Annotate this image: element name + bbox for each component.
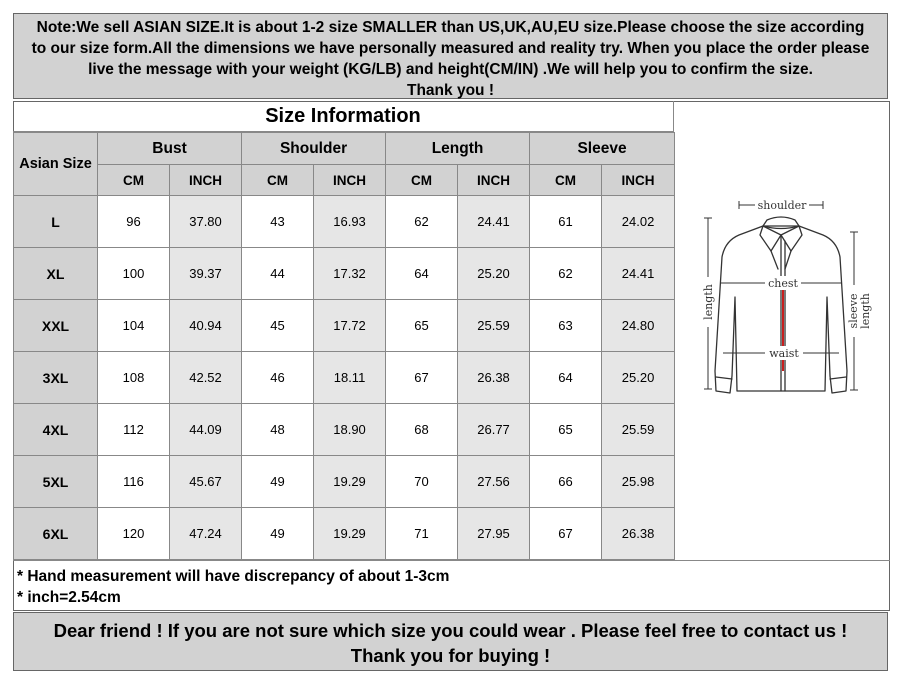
unit-header: CM [530,165,602,196]
chest-label: chest [768,277,798,290]
table-cell: 25.98 [602,456,675,508]
thank-you-message: Thank you for buying ! [350,645,551,666]
table-cell: 39.37 [170,248,242,300]
table-cell: 45.67 [170,456,242,508]
table-cell: 37.80 [170,196,242,248]
footnote-inch: * inch=2.54cm [17,589,121,606]
table-cell: 47.24 [170,508,242,560]
table-row [14,300,675,352]
table-cell: 104 [98,300,170,352]
table-cell: 43 [242,196,314,248]
table-cell: 26.38 [458,352,530,404]
thanks-banner [13,612,888,671]
table-row [14,248,675,300]
table-cell: 65 [530,404,602,456]
note-line-2: to our size form.All the dimensions we have personally measured and reality try. When you place the order please [31,40,870,57]
table-cell: 71 [386,508,458,560]
size-label: L [14,196,98,248]
waist-label: waist [769,347,799,360]
size-table [13,132,675,560]
table-cell: 25.59 [458,300,530,352]
table-cell: 66 [530,456,602,508]
sleeve-label: sleeve [847,293,860,329]
table-row [14,196,675,248]
shoulder-label: shoulder [757,199,807,212]
table-cell: 112 [98,404,170,456]
table-cell: 19.29 [314,508,386,560]
note-banner [13,13,888,99]
table-cell: 62 [530,248,602,300]
table-cell: 64 [386,248,458,300]
table-cell: 25.20 [458,248,530,300]
table-cell: 120 [98,508,170,560]
unit-header: INCH [458,165,530,196]
table-cell: 24.80 [602,300,675,352]
unit-header: CM [98,165,170,196]
table-row [14,508,675,560]
table-cell: 27.95 [458,508,530,560]
table-cell: 63 [530,300,602,352]
unit-header: CM [242,165,314,196]
table-cell: 46 [242,352,314,404]
size-label: 6XL [14,508,98,560]
table-cell: 24.41 [602,248,675,300]
shirt-measurement-icon [675,101,889,560]
note-line-1: Note:We sell ASIAN SIZE.It is about 1-2 size SMALLER than US,UK,AU,EU size.Please choose the size according [36,19,865,36]
table-cell: 61 [530,196,602,248]
unit-header: CM [386,165,458,196]
table-cell: 17.32 [314,248,386,300]
table-cell: 42.52 [170,352,242,404]
table-cell: 24.41 [458,196,530,248]
sleeve-header: Sleeve [530,133,675,165]
table-cell: 96 [98,196,170,248]
length-header: Length [386,133,530,165]
table-cell: 27.56 [458,456,530,508]
unit-header: INCH [602,165,675,196]
footnotes [13,560,890,611]
table-cell: 25.20 [602,352,675,404]
unit-header: INCH [314,165,386,196]
size-label: 4XL [14,404,98,456]
unit-header: INCH [170,165,242,196]
table-cell: 26.38 [602,508,675,560]
table-row [14,352,675,404]
table-cell: 116 [98,456,170,508]
table-cell: 48 [242,404,314,456]
table-cell: 18.11 [314,352,386,404]
table-cell: 16.93 [314,196,386,248]
table-cell: 19.29 [314,456,386,508]
table-cell: 64 [530,352,602,404]
table-cell: 24.02 [602,196,675,248]
size-rows [14,196,675,560]
table-cell: 18.90 [314,404,386,456]
size-table-title: Size Information [13,101,674,132]
table-cell: 49 [242,456,314,508]
table-cell: 67 [386,352,458,404]
length-label: length [702,284,715,320]
table-cell: 44 [242,248,314,300]
table-cell: 17.72 [314,300,386,352]
table-cell: 68 [386,404,458,456]
table-cell: 65 [386,300,458,352]
shirt-diagram [675,101,889,560]
table-cell: 25.59 [602,404,675,456]
size-label: XL [14,248,98,300]
bust-header: Bust [98,133,242,165]
table-cell: 100 [98,248,170,300]
table-cell: 49 [242,508,314,560]
table-cell: 40.94 [170,300,242,352]
table-row [14,404,675,456]
size-label: XXL [14,300,98,352]
table-cell: 62 [386,196,458,248]
shoulder-header: Shoulder [242,133,386,165]
note-line-3: live the message with your weight (KG/LB) and height(CM/IN) .We will help you to confirm the size. [88,61,813,78]
size-label: 3XL [14,352,98,404]
table-cell: 44.09 [170,404,242,456]
contact-message: Dear friend ! If you are not sure which size you could wear . Please feel free to contact us ! [53,620,848,641]
table-cell: 108 [98,352,170,404]
asian-size-header: Asian Size [14,133,98,196]
table-row [14,456,675,508]
sleeve-length-label: length [859,293,872,329]
table-cell: 67 [530,508,602,560]
table-cell: 70 [386,456,458,508]
size-label: 5XL [14,456,98,508]
table-cell: 45 [242,300,314,352]
footnote-discrepancy: * Hand measurement will have discrepancy of about 1-3cm [17,568,450,585]
note-line-4: Thank you ! [407,82,494,99]
table-cell: 26.77 [458,404,530,456]
